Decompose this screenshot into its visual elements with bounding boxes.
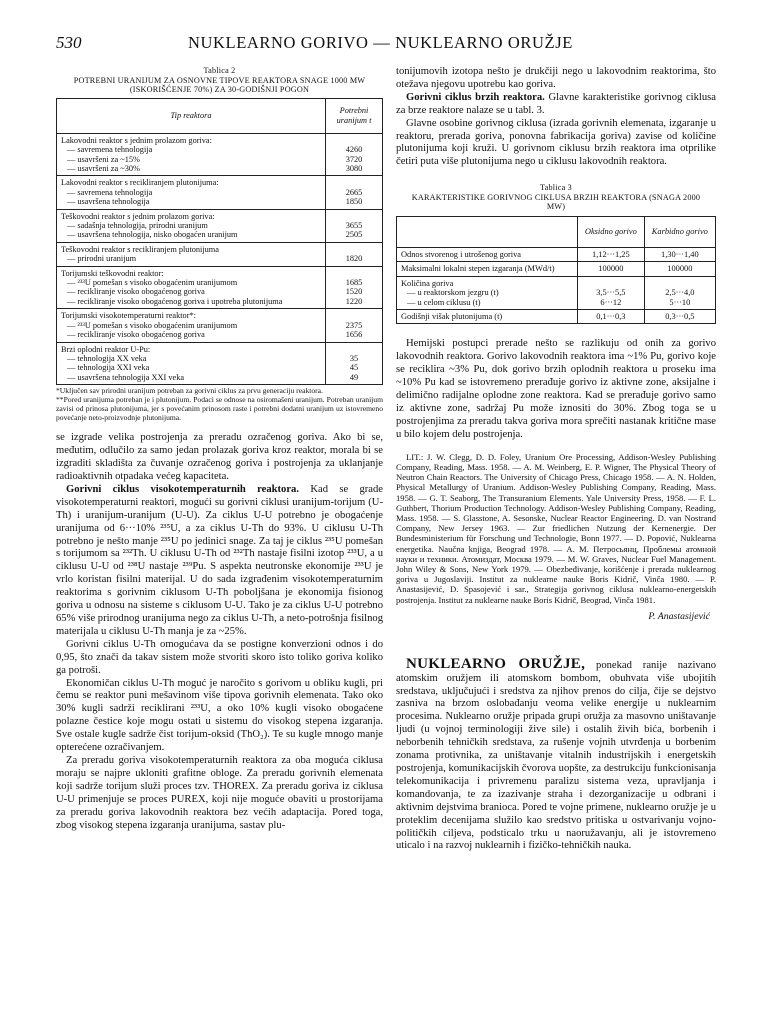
table2-col2-header: Potrebni uranijum t	[326, 98, 383, 133]
author: P. Anastasijević	[648, 610, 710, 622]
table2-value: 4260	[345, 145, 363, 155]
table3-cell	[644, 276, 715, 309]
table3-cell: 100000	[644, 262, 715, 276]
table2-reactor-cell	[57, 133, 326, 176]
entry-nuclear-weapons	[396, 655, 717, 854]
entry-text: ponekad ranije nazivano atomskim oružjem ili atomskom bombom, obuhvata više ubojitih sredstava, uključujući i sredstva za njihov prenos do cilja, čije se dejstvo zasniva na brzom oslobađanju veoma velike energije u nuklearnim procesima. Nuklearno oružje pripada grupi oružja za masovno uništavanje ljudi (u vojnoj terminologiji žive sile) i ostalih živih bića, borbenih i neborbenih tehničkih sredstava, za rušenje vojnih utvrđenja u borbenim zonama protivnika, za uništavanje vitalnih industrijskih i energetskih postrojenja, komunikacijskih čvorova uopšte, za destrukciju funkcionisanja telekomunikacija i privremenu paralizu sistema veza, upravljanja i komandovanja, te za izazivanje straha i dezorganizacije u odbrani i aktivnim dejstvima branioca. Pored te vojne primene, nuklearno oružje je u proteklim decenijama služilo kao sredstvo pritiska u ostvarivanju vojno-političkih ciljeva, podsticalo trku u naoružavanju, ali je istovremeno uticalo i na razvoj nuklearnih i fizičko-tehničkih nauka.	[396, 659, 717, 852]
table2-value-cell	[326, 242, 383, 266]
running-title: NUKLEARNO GORIVO — NUKLEARNO ORUŽJE	[188, 33, 573, 52]
table2-group-item: — tehnologija XX veka	[67, 353, 147, 363]
entry-headword: NUKLEARNO ORUŽJE,	[406, 655, 586, 672]
table3-cell: 1,12···1,25	[578, 248, 645, 262]
right-paragraph-2-text: Glavne karakteristike gorivnog ciklusa za brze reaktore nalaze se u tabl. 3.	[396, 91, 716, 116]
table3-label: Tablica 3	[540, 183, 572, 193]
table2-value-cell	[326, 342, 383, 385]
table3-row-title: Količina goriva	[401, 278, 454, 288]
table2-value-cell	[326, 209, 383, 242]
table-row	[57, 266, 383, 309]
table2-group-item: — ²³³U pomešan s visoko obogaćenim uranijumom	[67, 278, 238, 288]
table2-value: 3655	[345, 221, 363, 231]
table2-reactor-cell	[57, 209, 326, 242]
table2-group-item: — savremena tehnologija	[67, 187, 153, 197]
table2-group-item: — tehnologija XXI veka	[67, 363, 150, 373]
table2-value: 49	[349, 372, 359, 382]
table2-value: 1520	[345, 287, 363, 297]
table2-group-title: Lakovodni reaktor s jednim prolazom goriva:	[61, 135, 212, 145]
table-row	[57, 176, 383, 209]
table3-value: 2,5···4,0	[665, 288, 695, 298]
table2-reactor-cell	[57, 176, 326, 209]
table2-group-item: — usavršena tehnologija XXI veka	[67, 372, 185, 382]
table2-group-item: — savremena tehnologija	[67, 145, 153, 155]
table3-value: 6···12	[600, 297, 622, 307]
table-row	[57, 342, 383, 385]
literature: LIT.: J. W. Clegg, D. D. Foley, Uranium Ore Processing, Addison-Wesley Publishing Company, Reading, Mass. 1958. — A. M. Weinberg, E. P. Wigner, The Physical Theory of Neutron Chain Reactors. The University of Chicago Press, Chicago 1958. — A. N. Holden, Physical Metallurgy of Uranium. Addison-Wesley Publishing Company, Reading, Mass. 1958. — G. T. Seaborg, The Transuranium Elements. Yale University Press, 1958. — F. L. Guthbert, Thorium Production Technology. Addison-Wesley Publishing Company, Reading, Mass. 1958. — S. Glasstone, A. Sesonske, Nuclear Reactor Engineering. D. van Nostrand Company, New Jersey 1963. — Zur friedlichen Nutzung der Kernenergie. Der Bundesministerium für Forschung und Technologie, Bonn 1977. — D. Popović, Nuklearna energetika. Naučna knjiga, Beograd 1978. — А. М. Петросьянц, Проблемы атомной науки и техники. Атомиздат, Москва 1979. — M. W. Graves, Nuclear Fuel Management. John Wiley & Sons, New York 1979. — Obezbeđivanje, korišćenje i prerada nuklearnog goriva u Jugoslaviji. Institut za nuklearne nauke Boris Kidrič, Vinča 1980. — P. Anastasijević, D. Spasojević i sar., Strategija gorivnog ciklusa nuklearno-energetskih postrojenja. Institut za nuklearne nauke Boris Kidrič, Beograd, Vinča 1981.	[396, 451, 716, 605]
table-row	[57, 242, 383, 266]
left-paragraph-3: Gorivni ciklus U-Th omogućava da se postigne konverzioni odnos i do 0,95, što znači da takav sistem može stvoriti skoro isto toliko goriva koliko ga potroši.	[56, 638, 383, 676]
table2-label: Tablica 2	[203, 66, 236, 75]
table2-footnote-1: *Uključen sav prirodni uranijum potreban za gorivni ciklus za prvu generaciju reaktora.	[56, 386, 323, 396]
table3-header-oxide: Oksidno gorivo	[578, 217, 645, 248]
table2-value: 1850	[345, 197, 363, 207]
table2-group-title: Lakovodni reaktor s recikliranjem plutonijuma:	[61, 178, 219, 188]
table2-group-item: — sadašnja tehnologija, prirodni uranijum	[67, 221, 208, 231]
table2-value-cell	[326, 176, 383, 209]
table3-cell	[578, 276, 645, 309]
table2-footnote-2: **Pored uranijuma potreban je i plutonijum. Podaci se odnose na osiromašeni uranijum. Potreban uranijum zavisi od prinosa plutonijuma, jer s povećanim prinosom raste i potrebni dodatni uranijum uz istovremeno povećanje neto-proizvodnje plutonijuma.	[56, 394, 383, 422]
table3-header-row	[397, 217, 716, 248]
right-paragraph-1: tonijumovih izotopa nešto je drukčiji nego u lakovodnim reaktorima, što otežava njegovu upotrebu kao goriva.	[396, 66, 716, 90]
table3-row-label: Odnos stvorenog i utrošenog goriva	[397, 248, 578, 262]
table-row	[397, 310, 716, 324]
left-paragraph-2	[56, 484, 383, 639]
left-column	[56, 66, 383, 832]
table3-cell: 1,30···1,40	[644, 248, 715, 262]
heading-htr-cycle: Gorivni ciklus visokotemperaturnih reaktora.	[66, 483, 300, 495]
table2-group-item: — recikliranje visoko obogaćenog goriva i upotreba plutonijuma	[67, 296, 283, 306]
left-paragraph-4: Ekonomičan ciklus U-Th moguć je naročito s gorivom u obliku kugli, pri čemu se reaktor puni mešavinom više tipova gorivnih elemenata. Tako oko 30% kugli sadrži reciklirani ²³³U, a oko 10% kugli visoko obogaćene polazne čestice koje mogu ostati u sistemu do visokog stepena izgaranja. Sve ostale kugle sadrže čist torijum-oksid (ThO₂). Te su kugle mnogo manje opterećene ozračivanjem.	[56, 677, 383, 754]
table2-group-item: — usavršena tehnologija, nisko obogaćen uranijum	[67, 230, 238, 240]
table-row	[57, 133, 383, 176]
table3-corner	[397, 217, 578, 248]
table3-row-label: Godišnji višak plutonijuma (t)	[397, 310, 578, 324]
table2-group-title: Teškovodni reaktor s jednim prolazom goriva:	[61, 211, 215, 221]
table2-value: 3080	[345, 164, 363, 173]
table2-group-item: — recikliranje visoko obogaćenog goriva	[67, 287, 205, 297]
table2-group-title: Torijumski visokotemperaturni reaktor*:	[61, 311, 196, 321]
table2-caption: POTREBNI URANIJUM ZA OSNOVNE TIPOVE REAKTORA SNAGE 1000 MW (ISKORIŠĆENJE 70%) ZA 30-GODIŠNJI POGON	[73, 75, 366, 95]
table2-value: 1220	[345, 296, 363, 306]
table2-group-item: — prirodni uranijum	[67, 254, 137, 264]
table-row	[397, 248, 716, 262]
table3-cell: 0,3···0,5	[644, 310, 715, 324]
table2-value-cell	[326, 266, 383, 309]
table2-value-cell	[326, 309, 383, 342]
table2-value: 2665	[345, 187, 363, 197]
table2-reactor-cell	[57, 266, 326, 309]
table2-group-title: Teškovodni reaktor s recikliranjem plutonijuma	[61, 244, 219, 254]
table2-reactor-cell	[57, 342, 326, 385]
table-row	[397, 262, 716, 276]
heading-fast-cycle: Gorivni ciklus brzih reaktora.	[406, 91, 545, 103]
table3-row-label	[397, 276, 578, 309]
table2-value: 3720	[345, 154, 363, 164]
table-row	[57, 309, 383, 342]
table2-value: 2375	[345, 320, 363, 330]
table2-group-item: — usavršena tehnologija	[67, 197, 150, 207]
right-paragraph-4: Hemijski postupci prerade nešto se razlikuju od onih za gorivo lakovodnih reaktora. Gorivo lakovodnih reaktora ima ~1% Pu, gorivo koje se reciklira ~3% Pu, dok gorivo brzih oplodnih reaktora u proseku ima ~10% Pu kad se istovremeno prerađuje gorivo iz aktivne zone, aksijalne i delimično radijalne oplodne zone reaktora. Kad se prerađuje gorivo samo iz aktivne zone, sadržaj Pu može iznositi do 30%. Zbog toga se u postrojenjima za preradu takva goriva mora sprečiti nastanak kritične mase u bilo kojem delu postrojenja.	[396, 338, 716, 440]
table3-cell: 0,1···0,3	[578, 310, 645, 324]
table3-row-label: Maksimalni lokalni stepen izgaranja (MWd/t)	[397, 262, 578, 276]
table2-value-cell	[326, 133, 383, 176]
table2-value: 35	[349, 353, 359, 363]
table-row	[397, 276, 716, 309]
table2-group-item: — usavršeni za ~15%	[67, 154, 140, 164]
table2-header-row	[57, 98, 383, 133]
table3-cell: 100000	[578, 262, 645, 276]
table2-group-item: — usavršeni za ~30%	[67, 164, 140, 173]
table2-value: 2505	[345, 230, 363, 240]
left-paragraph-5: Za preradu goriva visokotemperaturnih reaktora za oba moguća ciklusa moraju se najpre ukloniti grafitne obloge. Za preradu gorivnih elemenata koji sadrže torijum služi proces tzv. THOREX. Za preradu goriva iz ciklusa U-U primenjuje se proces PUREX, koji nije moguće obaviti u prostorijama za preradu goriva lakovodnih reaktora bez većih adaptacija. Pored toga, zbog visokog stepena izgaranja uranijuma, sastav plu-	[56, 754, 383, 831]
table3-header-carbide: Karbidno gorivo	[644, 217, 715, 248]
table2-group-item: — recikliranje visoko obogaćenog goriva	[67, 330, 205, 340]
table2-reactor-cell	[57, 309, 326, 342]
left-paragraph-2-text: Kad se grade visokotemperaturni reaktori, mogući su gorivni ciklusi uranijum-torijum (U-Th) i uranijum-uranijum (U-U). Za ciklus U-U potrebno je obogaćenje uranijuma od 6···10% ²³⁵U, a za ciklus U-Th do 93%. U ciklusu U-Th potrebno je nešto manje ²³⁵U po jedinici snage. Za taj je ciklus ²³⁵U pomešan s torijumom sa ²³²Th. U ciklusu U-Th od ²³²Th nastaje fisilni izotop ²³³U, a u ciklusu U-U od ²³⁸U nastaje ²³⁹Pu. S aspekta neutronske ekonomije ²³³U je vrlo koristan fisilni materijal. U do sada izgrađenim visokotemperaturnim reaktorima s gorivnim ciklusom U-Th poboljšana je ekonomija fisionog goriva u odnosu na sisteme s ciklusom U-U. Tako je za ciklus U-U potrebno 65% više prirodnog uranijuma nego za ciklus U-Th, a neto-potrošnja fisilnog materijala u ciklusu U-Th manja je za ~25%.	[56, 483, 383, 637]
table2	[56, 98, 383, 385]
table2-group-item: — ²³³U pomešan s visoko obogaćenim uranijumom	[67, 320, 238, 330]
table3-value: 3,5···5,5	[596, 288, 626, 298]
table2-value: 1820	[345, 254, 363, 264]
table2-value: 45	[349, 363, 359, 373]
right-paragraph-3: Glavne osobine gorivnog ciklusa (izrada gorivnih elemenata, izgaranje u reaktoru, prerada goriva, ponovna fabrikacija goriva) zavise od količine plutonijuma koji kruži. U gorivnom ciklusu brzih reaktora ima otprilike četiri puta više plutonijuma nego u ciklusu lakovodnih reaktora.	[396, 117, 716, 168]
running-head	[56, 33, 716, 55]
right-column	[396, 66, 716, 853]
page-number: 530	[56, 33, 82, 52]
table3-caption: KARAKTERISTIKE GORIVNOG CIKLUSA BRZIH REAKTORA (SNAGA 2000 MW)	[411, 192, 701, 212]
table-row	[57, 209, 383, 242]
table2-group-title: Torijumski teškovodni reaktor:	[61, 268, 164, 278]
table3	[396, 216, 716, 324]
table2-value: 1685	[345, 278, 363, 288]
table2-reactor-cell	[57, 242, 326, 266]
table3-value: 5···10	[669, 297, 691, 307]
table2-body	[57, 133, 383, 384]
right-paragraph-2	[396, 92, 716, 118]
table2-group-title: Brzi oplodni reaktor U-Pu:	[61, 344, 151, 354]
table3-row-sub: — u celom ciklusu (t)	[407, 297, 481, 307]
table2-col1-header: Tip reaktora	[57, 98, 326, 133]
table3-row-sub: — u reaktorskom jezgru (t)	[407, 288, 499, 298]
left-paragraph-1: se izgrade velika postrojenja za preradu ozračenog goriva. Ako bi se, međutim, odlučilo za samo jedan prolazak goriva kroz reaktor, morala bi se izgraditi skladišta za čuvanje ozračenog goriva i postrojenja za uklanjanje radioaktivnih otpadaka većeg kapaciteta.	[56, 432, 383, 483]
table2-value: 1656	[345, 330, 363, 340]
